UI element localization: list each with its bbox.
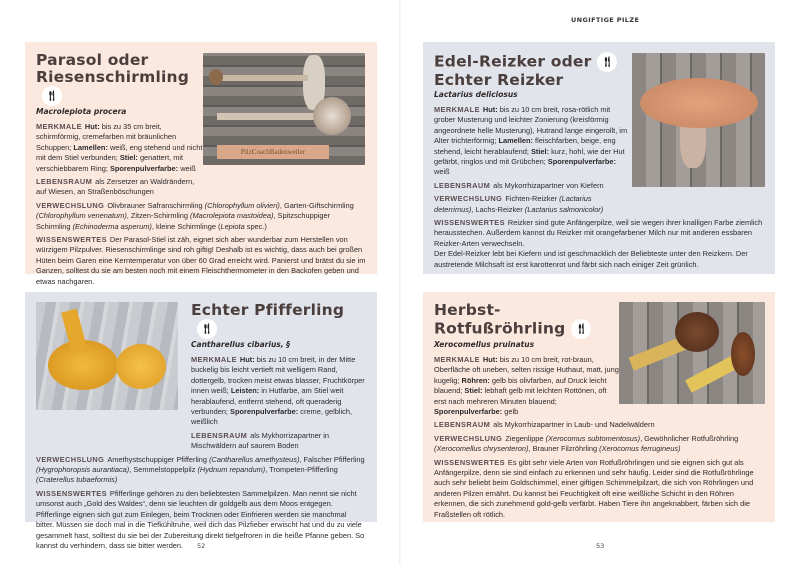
lebensraum-label: LEBENSRAUM: [434, 180, 491, 190]
latin-reference: (Lactarius salmonicolor): [524, 204, 604, 214]
text-segment: , Falscher Pfifferling: [299, 454, 365, 464]
text-segment: genattert, mit verschiebbarem Ring;: [36, 153, 184, 173]
fork-knife-icon: 🍴︎: [571, 319, 591, 339]
latin-reference: (Xerocomus ferrugineus): [599, 444, 681, 454]
merkmale-text: [191, 355, 366, 428]
latin-name: Macrolepiota procera: [36, 107, 127, 116]
card-title: Herbst- Rotfußröhrling 🍴︎: [434, 302, 619, 339]
field-label: Sporenpulverfarbe:: [547, 157, 616, 167]
text-segment: , Semmelstoppelpilz: [129, 465, 198, 475]
latin-reference: (Hygrophoropsis aurantiaca): [36, 465, 130, 475]
lebensraum-label: LEBENSRAUM: [191, 430, 248, 440]
latin-reference: (Xerocomus subtomentosus): [545, 433, 641, 443]
text-segment: bis zu 35 cm breit, schirmförmig, cremefarben mit bräunlichen Schuppen;: [36, 122, 177, 152]
merkmale-text: [434, 355, 619, 417]
verwechslung-text: [434, 434, 764, 455]
fork-knife-icon: 🍴︎: [197, 319, 217, 339]
text-segment: , Gewöhnlicher Rotfußröhrling: [640, 433, 739, 443]
wissenswertes-text: [36, 489, 366, 551]
fork-knife-icon: 🍴︎: [597, 52, 617, 72]
text-segment: lebhaft gelb mit leichten Rottönen, oft erst nach mehreren Minuten blauend;: [434, 386, 607, 406]
mushroom-photo: [632, 53, 765, 187]
text-segment: Olivbrauner Safranschirmling: [107, 200, 205, 210]
page-number-left: 52: [197, 542, 206, 550]
text-segment: Der Parasol-Stiel ist zäh, eignet sich aber wunderbar zum Herstellen von würzigem Pilzpulver. Riesenschirmlinge sind roh giftig! Deshalb ist es wichtig, dass auch bei großen Hüten beim Garen eine Kerntemperatur von über 60 Grad erreicht wird. Panierst und brätst du sie im Ganzen, solltest du sie am besten noch mit einem Fleischthermometer in den Backofen geben und etwas nachgaren.: [36, 235, 366, 286]
card-title: Edel-Reizker oder 🍴︎ Echter Reizker: [434, 52, 629, 89]
wissenswertes-label: WISSENSWERTES: [434, 457, 505, 467]
latin-reference: Lepiota: [220, 221, 245, 231]
text-segment: Reizker sind gute Anfängerpilze, weil sie wegen ihrer knalligen Farbe ziemlich herausstechen. Außerdem kannst du Reizker mit orangefarbener Milch nur mit anderen essbaren Reizker-Arten verwechseln.: [434, 218, 763, 248]
merkmale-text: [434, 105, 629, 178]
latin-reference: (Chlorophyllum olivieri): [204, 200, 280, 210]
text-segment: , Trompeten-Pfifferling: [265, 465, 338, 475]
wissenswertes-text: [434, 218, 764, 249]
merkmale-label: MERKMALE: [191, 355, 237, 364]
verwechslung-label: VERWECHSLUNG: [36, 200, 105, 210]
merkmale-label: MERKMALE: [434, 355, 480, 364]
latin-reference: (Xerocomellus chrysenteron): [434, 444, 529, 454]
latin-reference: (Echinoderma asperum): [72, 221, 152, 231]
text-segment: gelb: [502, 407, 519, 417]
fork-knife-icon: 🍴︎: [42, 86, 62, 106]
text-segment: bis zu 10 cm breit, rot-braun, Oberfläche oft uneben, selten rissige Huthaut, matt, jung kugelig;: [434, 355, 619, 385]
text-segment: , Lachs-Reizker: [471, 204, 525, 214]
mushroom-photo: [203, 53, 365, 165]
text-segment: weiß, eng stehend und nicht mit dem Stiel verbunden;: [36, 142, 203, 163]
text-segment: , Spitzschuppiger Schirmling: [36, 211, 331, 231]
field-label: Lamellen:: [73, 142, 108, 152]
text-segment: bis zu 10 cm breit, in der Mitte buckelig bis leicht vertieft mit welligem Rand, dottergelb, trocken meist etwas blasser, Fruchtkörper innen weiß;: [191, 355, 365, 396]
text-segment: , kleine Schirmlinge (: [151, 221, 221, 231]
lebensraum-text: [434, 181, 629, 191]
field-label: Sporenpulverfarbe:: [434, 407, 503, 417]
verwechslung-text: [36, 201, 366, 232]
merkmale-text: [36, 122, 206, 174]
text-segment: Pfifferlinge gehören zu den beliebtesten Sammelpilzen. Man nennt sie nicht umsonst auch „Gold des Waldes“, denn sie leuchten dir goldgelb aus dem Moos entgegen. Pfifferlinge eignen sich gut zum Einlegen, beim Trocknen oder Einfrieren werden sie manchmal bitter. Müssen sie doch mal in die Tiefkühltruhe, weil dich das Pilzfieber erwischt hat und du zu viele gesammelt hast, solltest du sie bei der Zubereitung direkt tiefgefroren in die heiße Pfanne geben. So kannst du verhindern, dass sie bitter werden.: [36, 488, 365, 550]
latin-reference: (Craterellus tubaeformis): [36, 475, 118, 485]
merkmale-label: MERKMALE: [434, 105, 480, 114]
text-segment: Fichten-Reizker: [505, 194, 560, 204]
verwechslung-label: VERWECHSLUNG: [434, 433, 503, 443]
verwechslung-label: VERWECHSLUNG: [36, 454, 105, 464]
latin-name: Xerocomellus pruinatus: [434, 340, 535, 349]
wissenswertes-label: WISSENSWERTES: [434, 218, 505, 228]
text-segment: als Mykorrhizapartner von Kiefern: [493, 180, 604, 190]
section-header: UNGIFTIGE PILZE: [571, 16, 640, 24]
lebensraum-text: [191, 431, 366, 452]
field-label: Hut:: [239, 355, 255, 364]
latin-reference: (Lactarius deterrimus): [434, 194, 592, 214]
text-segment: kurz, hohl, wie der Hut gefärbt, ringlos und mit Grübchen;: [434, 146, 625, 167]
mushroom-card-parasol: [25, 42, 377, 286]
text-segment: in Hutfarbe, am Stiel weit herablaufend, entfernt stehend, oft queraderig verbunden;: [191, 386, 344, 417]
wissenswertes-text: [36, 235, 366, 287]
latin-name: Cantharellus cibarius, §: [191, 340, 290, 349]
text-segment: Ziegenlippe: [505, 433, 546, 443]
field-label: Röhren:: [461, 375, 490, 385]
field-label: Stiel:: [464, 386, 483, 396]
lebensraum-text: [434, 420, 764, 430]
text-segment: creme, gelblich, weißlich: [191, 407, 353, 427]
lebensraum-label: LEBENSRAUM: [36, 177, 93, 187]
wissenswertes-label: WISSENSWERTES: [36, 235, 107, 245]
merkmale-label: MERKMALE: [36, 122, 82, 131]
latin-reference: (Hydnum repandum): [197, 465, 266, 475]
card-title: Parasol oder Riesenschirmling🍴︎: [36, 52, 206, 106]
lebensraum-label: LEBENSRAUM: [434, 420, 491, 430]
mushroom-photo: [619, 302, 765, 404]
mushroom-card-rotfussroehrling: [423, 292, 775, 522]
page-number-right: 53: [596, 542, 605, 550]
lebensraum-text: [36, 177, 206, 198]
field-label: Leisten:: [230, 386, 260, 396]
field-label: Stiel:: [530, 146, 550, 156]
wissenswertes-text: [434, 458, 764, 520]
field-label: Hut:: [482, 355, 498, 364]
latin-reference: (Macrolepiota mastoidea): [190, 211, 274, 221]
wissenswertes-text-2: Der Edel-Reizker lebt bei Kiefern und ist geschmacklich der Beliebteste unter den Reizkern. Der austretende Milchsaft ist erst karottenrot und färbt sich nach einiger Zeit grünlich.: [434, 249, 748, 269]
text-segment: , Brauner Filzröhrling: [528, 444, 600, 454]
ruler-caption: PilzCoachBadenweiler: [217, 145, 329, 159]
text-segment: fleischfarben, beige, eng stehend, leicht herablaufend;: [434, 136, 616, 156]
mushroom-photo: [36, 302, 178, 410]
field-label: Sporenpulverfarbe:: [109, 163, 179, 173]
card-title: Echter Pfifferling🍴︎: [191, 302, 366, 339]
text-segment: , Garten-Giftschirmling: [279, 200, 354, 210]
text-segment: gelb bis olivfarben, auf Druck leicht blauend;: [434, 375, 607, 396]
text-segment: weiß: [178, 163, 196, 173]
text-segment: Es gibt sehr viele Arten von Rotfußröhrlingen und sie eignen sich gut als Anfängerpilze, denn sie sind einfach zu erkennen und sehr häufig. Leider sind die Rotfußröhrlinge auch sehr beliebt beim Goldschimmel, einer giftigen Schimmelpilzart, die sich von Röhrlingen und anderen Pilzen ernährt. Du kannst bei Feuchtigkeit oft eine weißliche Schicht in den Röhren erkennen, die sich zunehmend gold-gelb verfärbt. Haben Tiere ihn angeknabbert, färben sich die Fraßstellen oft rötlich.: [434, 457, 754, 519]
field-label: Sporenpulverfarbe:: [230, 407, 299, 417]
verwechslung-label: VERWECHSLUNG: [434, 194, 503, 204]
text-segment: als Zersetzer an Waldrändern, auf Wiesen, an Straßenböschungen: [36, 177, 195, 197]
text-segment: als Mykorrhizapartner in Laub- und Nadelwäldern: [493, 420, 655, 430]
field-label: Hut:: [84, 122, 100, 131]
verwechslung-text: [434, 194, 629, 215]
latin-name: Lactarius deliciosus: [434, 90, 518, 99]
field-label: Lamellen:: [498, 136, 533, 146]
text-segment: als Mykhorrizapartner in Mischwäldern auf saurem Boden: [191, 430, 330, 451]
text-segment: Amethystschuppiger Pfifferling: [107, 454, 210, 464]
text-segment: weiß: [434, 167, 450, 177]
verwechslung-text: [36, 455, 366, 486]
latin-reference: (Cantharellus amethysteus): [209, 454, 300, 464]
mushroom-card-reizker: [423, 42, 775, 274]
text-segment: spec.): [244, 221, 267, 231]
book-fold: [399, 0, 401, 565]
text-segment: bis zu 10 cm breit, rosa-rötlich mit grober Musterung und leichter Zonierung (kreisförmig angeordnete helle Musterung), Hutrand lange eingerollt, im Alter trichterförmig;: [434, 105, 628, 146]
field-label: Stiel:: [119, 153, 138, 163]
field-label: Hut:: [482, 105, 498, 114]
wissenswertes-label: WISSENSWERTES: [36, 488, 107, 498]
text-segment: , Zitzen-Schirmling: [126, 211, 191, 221]
latin-reference: (Chlorophyllum venenatum): [36, 211, 127, 221]
